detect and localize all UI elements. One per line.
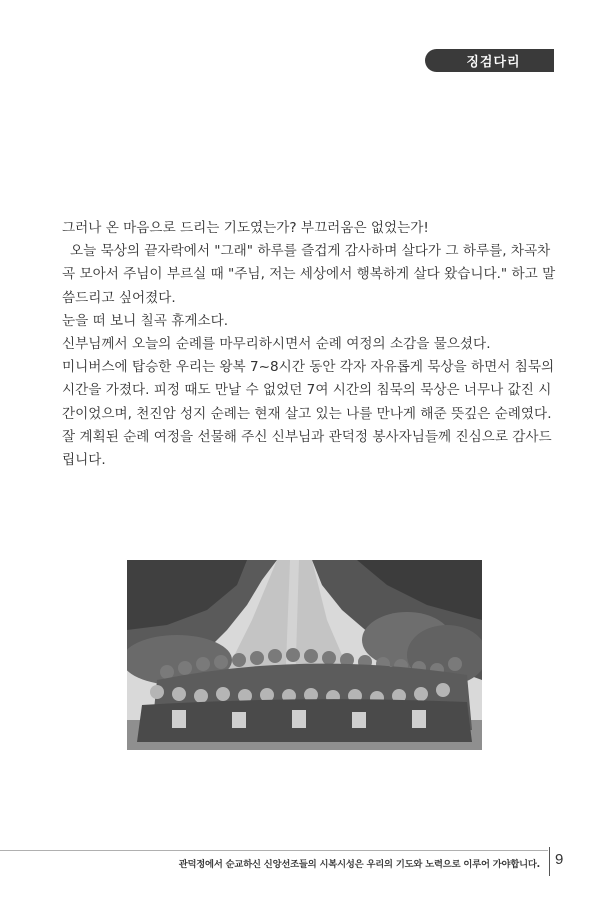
body-line: 미니버스에 탑승한 우리는 왕복 7~8시간 동안 각자 자유롭게 묵상을 하면서 침묵의 [62, 359, 555, 376]
group-photo-image [127, 560, 482, 750]
body-line: 간이었으며, 천진암 성지 순례는 현재 살고 있는 나를 만나게 해준 뜻깊은 순례였다. [62, 405, 552, 422]
section-tab-label: 징검다리 [466, 55, 521, 70]
body-line: 씀드리고 싶어졌다. [62, 289, 176, 306]
body-line: 립니다. [62, 452, 106, 469]
body-line: 곡 모아서 주님이 부르실 때 "주님, 저는 세상에서 행복하게 살다 왔습니다." 하고 말 [62, 266, 556, 283]
body-line: 그러나 온 마음으로 드리는 기도였는가? 부끄러움은 없었는가! [62, 220, 429, 236]
footer-slogan: 관덕정에서 순교하신 신앙선조들의 시복시성은 우리의 기도와 노력으로 이루어 가야합니다. [178, 859, 540, 870]
page-number: 9 [555, 851, 564, 868]
body-line: 오늘 묵상의 끝자락에서 "그래" 하루를 즐겁게 감사하며 살다가 그 하루를, 차곡차 [70, 243, 551, 260]
body-line: 눈을 떠 보니 칠곡 휴게소다. [62, 312, 229, 329]
group-photo [127, 560, 482, 750]
body-line: 잘 계획된 순례 여정을 선물해 주신 신부님과 관덕정 봉사자님들께 진심으로 감사드 [62, 428, 552, 445]
section-tab [425, 49, 554, 72]
body-line: 시간을 가졌다. 피정 때도 만날 수 없었던 7여 시간의 침묵의 묵상은 너무나 값진 시 [62, 382, 552, 399]
footer-rule [0, 850, 548, 851]
footer-divider [549, 847, 550, 876]
body-line: 신부님께서 오늘의 순례를 마무리하시면서 순례 여정의 소감을 물으셨다. [62, 336, 491, 353]
body-text [62, 217, 556, 472]
